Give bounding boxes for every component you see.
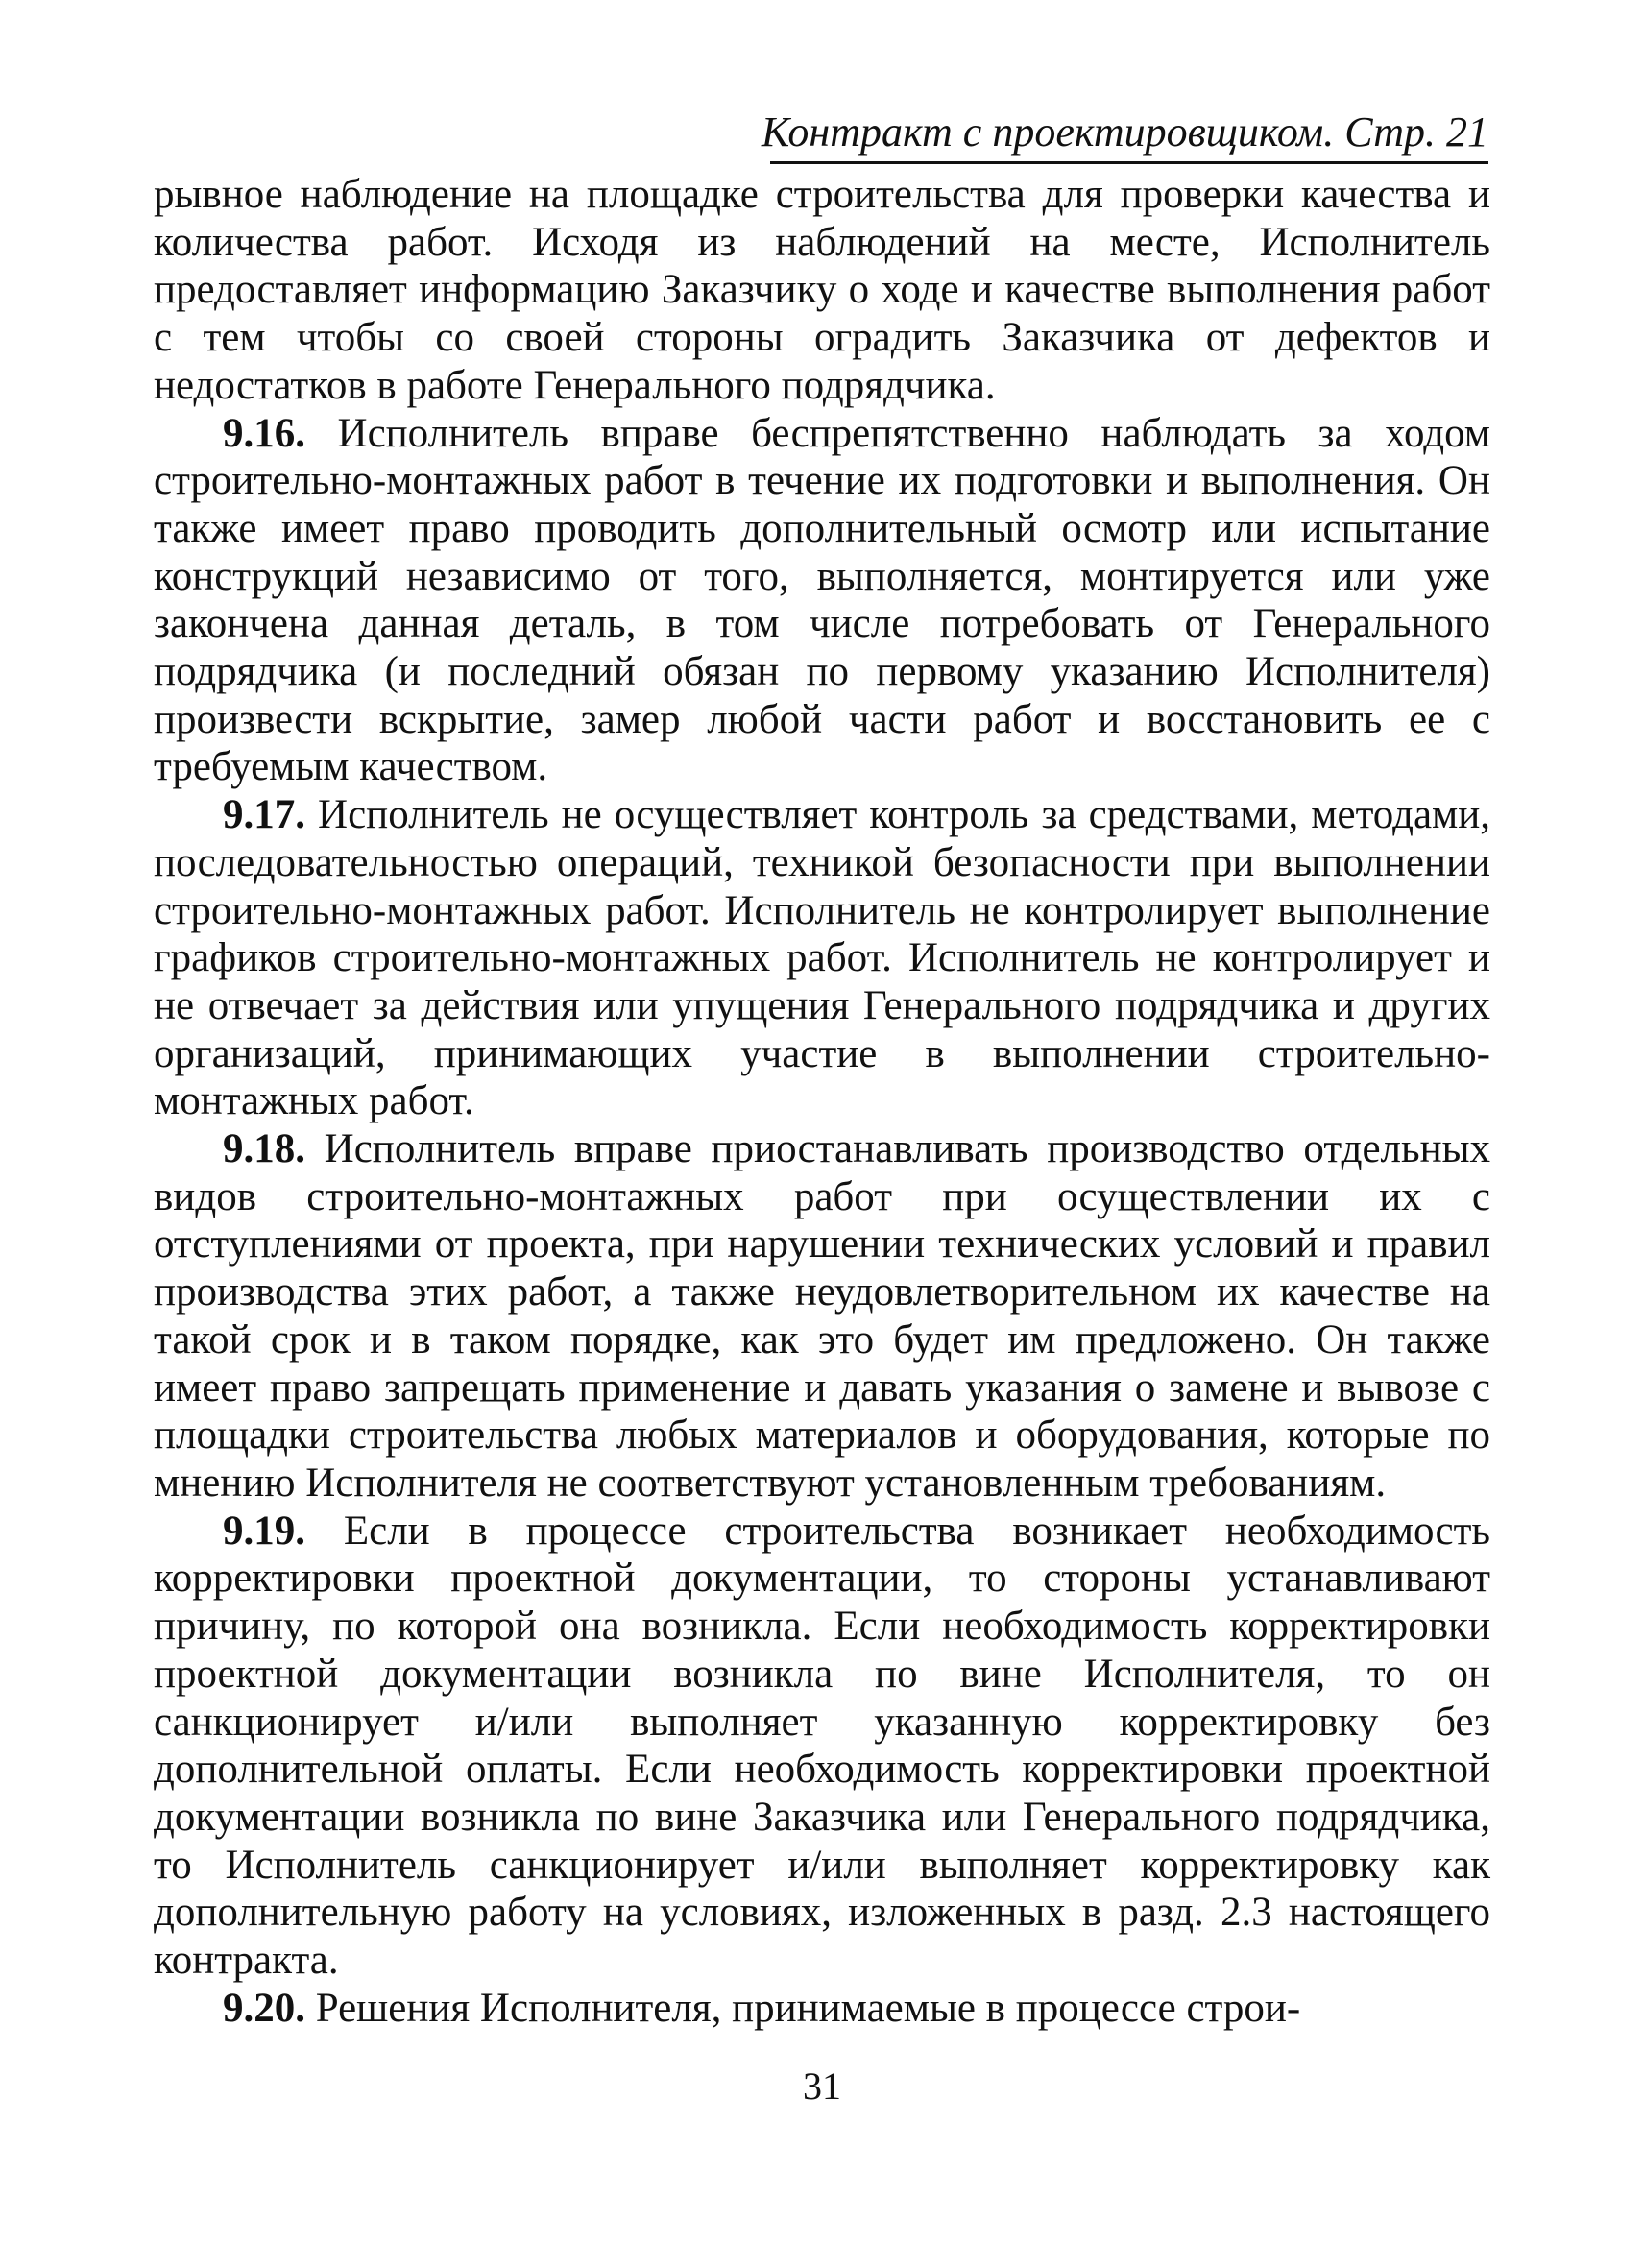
- clause-number: 9.19.: [223, 1508, 305, 1554]
- clause-9-18: [154, 1125, 1490, 1508]
- paragraph-continuation: [154, 171, 1490, 410]
- clause-text: Решения Исполнителя, принимаемые в процессе строи-: [315, 1985, 1301, 2031]
- clause-9-17: [154, 791, 1490, 1125]
- header-underline: [770, 161, 1488, 164]
- body-text: [154, 171, 1490, 2032]
- clause-text: Исполнитель не осуществляет контроль за средствами, методами, последовательностью операций, техникой безопасности при выполнении строительно-монтажных работ. Исполнитель не контролирует выполнение графиков строительно-монтажных работ. Исполнитель не контролирует и не отвечает за действия или упущения Генерального подрядчика и других организаций, принимающих участие в выполнении строительно-монтажных работ.: [154, 792, 1490, 1124]
- clause-number: 9.20.: [223, 1985, 305, 2031]
- clause-text: Если в процессе строительства возникает необходимость корректировки проектной документации, то стороны устанавливают причину, по которой она возникла. Если необходимость корректировки проектной документации возникла по вине Исполнителя, то он санкционирует и/или выполняет указанную корректировку без дополнительной оплаты. Если необходимость корректировки проектной документации возникла по вине Заказчика или Генерального подрядчика, то Исполнитель санкционирует и/или выполняет корректировку как дополнительную работу на условиях, изложенных в разд. 2.3 настоящего контракта.: [154, 1508, 1491, 1984]
- clause-9-19: [154, 1508, 1490, 1985]
- page-number: 31: [803, 2064, 841, 2108]
- clause-text: Исполнитель вправе беспрепятственно наблюдать за ходом строительно-монтажных работ в течение их подготовки и выполнения. Он также имеет право проводить дополнительный осмотр или испытание конструкций независимо от того, выполняется, монтируется или уже закончена данная деталь, в том числе потребовать от Генерального подрядчика (и последний обязан по первому указанию Исполнителя) произвести вскрытие, замер любой части работ и восстановить ее с требуемым качеством.: [154, 410, 1490, 790]
- clause-9-20: [154, 1985, 1490, 2033]
- clause-number: 9.16.: [223, 410, 305, 456]
- clause-9-16: [154, 410, 1490, 792]
- clause-number: 9.17.: [223, 792, 305, 838]
- clause-text: Исполнитель вправе приостанавливать производство отдельных видов строительно-монтажных работ при осуществлении их с отступлениями от проекта, при нарушении технических условий и правил производства этих работ, а также неудовлетворительном их качестве на такой срок и в таком порядке, как это будет им предложено. Он также имеет право запрещать применение и давать указания о замене и вывозе с площадки строительства любых материалов и оборудования, которые по мнению Исполнителя не соответствуют установленным требованиям.: [154, 1126, 1491, 1506]
- paragraph-text: рывное наблюдение на площадке строительства для проверки качества и количества работ. Исходя из наблюдений на месте, Исполнитель предоставляет информацию Заказчику о ходе и качестве выполнения работ с тем чтобы со своей стороны оградить Заказчика от дефектов и недостатков в работе Генерального подрядчика.: [154, 172, 1490, 408]
- running-header: Контракт с проектировщиком. Стр. 21: [761, 109, 1488, 156]
- clause-number: 9.18.: [223, 1126, 305, 1172]
